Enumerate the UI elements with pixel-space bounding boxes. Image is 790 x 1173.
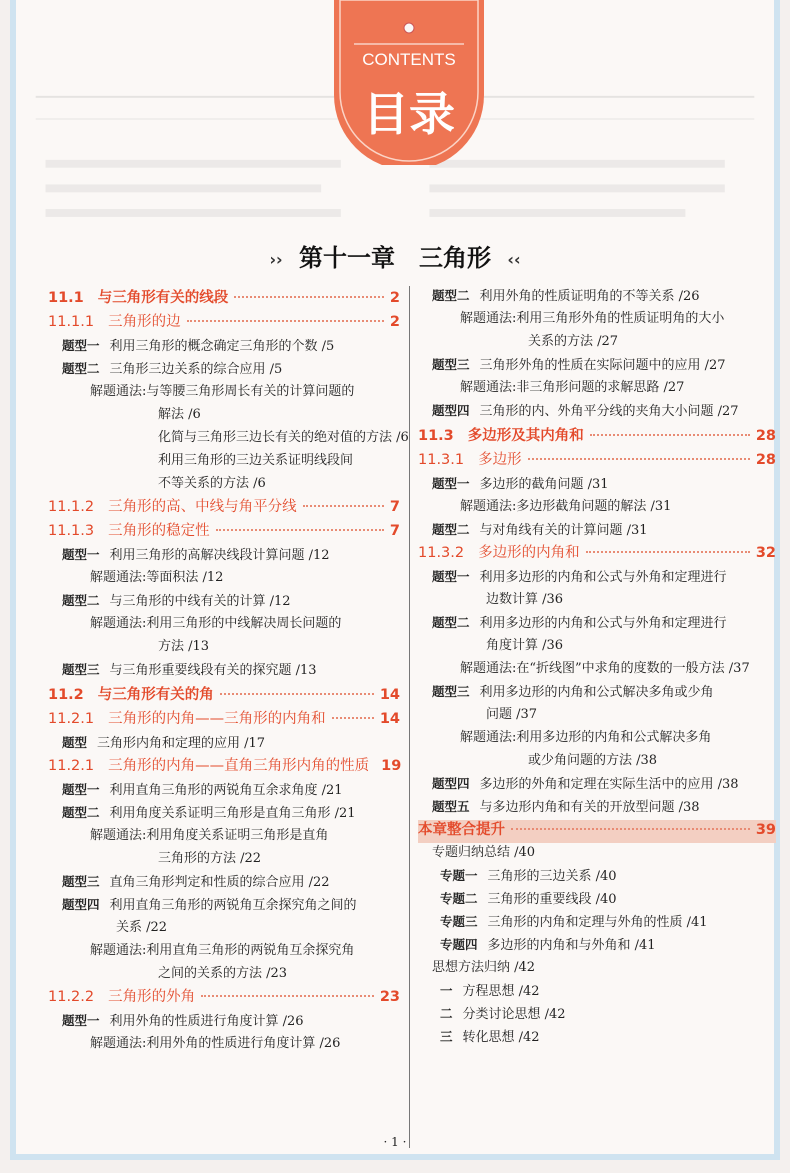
solution-text: 解题通法:在“折线图”中求角的度数的一般方法 /37 [460,661,750,676]
solution-text: 解题通法:利用多边形的内角和公式解决多角 [460,730,712,745]
continuation-text: 关系 /22 [116,920,168,935]
item-keyword: 题型三 [432,684,470,699]
toc-continuation[interactable] [418,332,776,355]
dot-leader [590,434,750,436]
toc-section-entry [48,497,400,521]
toc-section-entry [48,312,400,336]
item-keyword: 题型一 [62,338,100,353]
section-title: 三角形的高、中线与角平分线 [108,499,297,515]
item-keyword: 二 [440,1006,453,1021]
item-text: 与对角线有关的计算问题 /31 [479,523,648,538]
toc-continuation[interactable] [418,705,776,728]
toc-section-row[interactable] [48,312,400,336]
continuation-text: 关系的方法 /27 [528,334,619,349]
item-keyword: 题型五 [432,799,470,814]
toc-summary-band[interactable] [418,820,776,843]
toc-section-row[interactable] [418,426,776,450]
dot-leader [528,458,750,460]
toc-solution[interactable] [418,659,776,682]
item-text: 三角形的内、外角平分线的夹角大小问题 /27 [479,404,739,419]
section-title: 多边形 [478,452,522,468]
toc-continuation[interactable] [48,405,400,428]
section-page: 7 [389,523,400,539]
item-keyword: 题型二 [62,805,100,820]
toc-item[interactable] [48,545,400,568]
toc-section-entry [48,288,400,312]
section-number: 11.2.1 [48,758,95,774]
badge-cn-text: 目录 [363,87,455,141]
section-title: 多边形及其内角和 [467,428,584,444]
item-keyword: 专题三 [440,914,478,929]
toc-section-entry [418,426,776,450]
item-keyword: 题型四 [432,776,470,791]
dot-leader [332,717,374,719]
toc-section-row[interactable] [48,709,400,733]
section-page: 28 [755,452,776,468]
toc-item[interactable] [418,774,776,797]
item-text: 转化思想 /42 [462,1030,540,1045]
item-text: 利用直角三角形的两锐角互余求角度 /21 [109,783,343,798]
toc-continuation[interactable] [48,918,400,941]
item-keyword: 题型四 [62,897,100,912]
toc-item[interactable] [48,591,400,614]
section-number: 11.1.2 [48,499,95,515]
toc-solution[interactable] [418,309,776,332]
dot-leader [234,296,384,298]
toc-section-row[interactable] [48,521,400,545]
section-page: 23 [379,989,400,1005]
section-number: 11.1.3 [48,523,95,539]
toc-solution[interactable] [48,382,400,405]
section-title: 三角形的稳定性 [108,523,210,539]
item-keyword: 题型一 [62,547,100,562]
item-text: 三角形的内角和定理与外角的性质 /41 [487,915,708,930]
item-text: 利用角度关系证明三角形是直角三角形 /21 [109,806,356,821]
section-page: 39 [755,822,776,838]
solution-text: 解题通法:非三角形问题的求解思路 /27 [460,380,685,395]
continuation-text: 方法 /13 [158,639,210,654]
item-text: 利用三角形的高解决线段计算问题 /12 [109,548,330,563]
toc-solution[interactable] [48,614,400,637]
continuation-text: 边数计算 /36 [486,592,564,607]
section-page: 32 [755,545,776,561]
section-title: 与三角形有关的线段 [97,290,229,306]
solution-text: 解题通法:利用三角形外角的性质证明角的大小 [460,311,725,326]
toc-item[interactable] [418,912,776,935]
continuation-text: 角度计算 /36 [486,638,564,653]
item-keyword: 题型一 [432,476,470,491]
solution-text: 解题通法:利用外角的性质进行角度计算 /26 [90,1036,341,1051]
continuation-text: 解法 /6 [158,407,201,422]
section-page: 2 [389,290,400,306]
toc-section-entry [48,709,400,733]
toc-item[interactable] [418,567,776,590]
continuation-text: 之间的关系的方法 /23 [158,966,288,981]
toc-item[interactable] [418,401,776,424]
section-page: 28 [755,428,776,444]
section-title: 三角形的内角——直角三角形内角的性质 [108,758,370,774]
toc-item[interactable] [48,359,400,382]
toc-section-entry [48,521,400,545]
section-page: 19 [381,758,402,774]
item-text: 利用外角的性质进行角度计算 /26 [109,1014,304,1029]
topic-text: 思想方法归纳 /42 [432,960,536,975]
item-text: 利用多边形的内角和公式与外角和定理进行 [479,616,727,631]
toc-continuation[interactable] [418,590,776,613]
toc-item[interactable] [418,286,776,309]
item-keyword: 题型二 [62,593,100,608]
toc-section-entry [418,450,776,474]
toc-solution[interactable] [418,378,776,401]
item-text: 利用直角三角形的两锐角互余探究角之间的 [109,898,357,913]
toc-section-row[interactable] [48,756,400,780]
item-text: 三角形三边关系的综合应用 /5 [109,362,283,377]
toc-item[interactable] [48,895,400,918]
toc-section-row[interactable] [48,685,400,709]
toc-continuation[interactable] [48,474,400,497]
double-chevron-right-icon: ›› [269,249,283,269]
toc-section-entry [418,543,776,567]
item-text: 与三角形的中线有关的计算 /12 [109,594,291,609]
toc-item[interactable] [48,660,400,683]
section-title: 三角形的边 [108,314,181,330]
toc-item[interactable] [418,1004,776,1027]
item-keyword: 题型三 [62,662,100,677]
item-text: 利用多边形的内角和公式与外角和定理进行 [479,570,727,585]
item-text: 分类讨论思想 /42 [462,1007,566,1022]
item-text: 利用外角的性质证明角的不等关系 /26 [479,289,700,304]
dot-leader [201,995,374,997]
toc-section-entry [418,820,776,843]
toc-solution[interactable] [418,497,776,520]
solution-text: 解题通法:利用三角形的中线解决周长问题的 [90,616,342,631]
toc-solution[interactable] [418,728,776,751]
toc-page [10,0,780,1160]
toc-continuation[interactable] [48,428,409,451]
toc-section-row[interactable] [48,288,400,312]
item-keyword: 专题四 [440,937,478,952]
double-chevron-left-icon: ‹‹ [507,249,521,269]
item-keyword: 专题一 [440,868,478,883]
continuation-text: 利用三角形的三边关系证明线段间 [158,453,354,468]
toc-section-row[interactable] [48,497,400,521]
solution-text: 解题通法:多边形截角问题的解法 /31 [460,499,672,514]
solution-text: 解题通法:与等腰三角形周长有关的计算问题的 [90,384,355,399]
chapter-title-text: 第十一章 三角形 [299,244,491,272]
section-number: 11.3.1 [418,452,465,468]
dot-leader [220,693,374,695]
item-keyword: 题型 [62,735,88,750]
toc-right-column [418,286,776,1050]
toc-item[interactable] [418,981,776,1004]
page-number: · 1 · [383,1135,407,1149]
toc-item[interactable] [48,872,400,895]
toc-item[interactable] [418,613,776,636]
toc-continuation[interactable] [48,451,400,474]
contents-badge-icon [334,0,484,165]
item-keyword: 题型二 [62,361,100,376]
item-keyword: 题型一 [432,569,470,584]
continuation-text: 化简与三角形三边长有关的绝对值的方法 /6 [158,430,409,445]
item-text: 方程思想 /42 [462,984,540,999]
dot-leader [303,505,384,507]
section-number: 11.1.1 [48,314,95,330]
toc-item[interactable] [418,935,776,958]
continuation-text: 或少角问题的方法 /38 [528,753,658,768]
section-page: 2 [389,314,400,330]
solution-text: 解题通法:利用角度关系证明三角形是直角 [90,828,329,843]
item-text: 三角形的重要线段 /40 [487,892,617,907]
section-number: 11.3 [418,428,454,444]
item-text: 与三角形重要线段有关的探究题 /13 [109,663,317,678]
chapter-title [16,238,774,273]
item-keyword: 题型二 [432,522,470,537]
dot-leader [511,828,750,830]
item-text: 与多边形内角和有关的开放型问题 /38 [479,800,700,815]
toc-solution[interactable] [48,826,400,849]
badge-en-text: CONTENTS [362,50,456,69]
column-divider [409,286,410,1148]
item-keyword: 题型一 [62,782,100,797]
section-number: 11.3.2 [418,545,465,561]
toc-item[interactable] [418,797,776,820]
continuation-text: 三角形的方法 /22 [158,851,262,866]
toc-section-row[interactable] [48,987,400,1011]
toc-continuation[interactable] [48,964,400,987]
toc-item[interactable] [48,780,400,803]
dot-leader [586,551,750,553]
item-text: 多边形的内角和与外角和 /41 [487,938,656,953]
item-text: 多边形的外角和定理在实际生活中的应用 /38 [479,777,739,792]
section-page: 7 [389,499,400,515]
section-title: 与三角形有关的角 [97,687,214,703]
toc-continuation[interactable] [48,849,400,872]
item-text: 利用三角形的概念确定三角形的个数 /5 [109,339,335,354]
item-text: 三角形内角和定理的应用 /17 [97,736,266,751]
toc-item[interactable] [48,803,400,826]
toc-continuation[interactable] [418,636,776,659]
item-keyword: 一 [440,983,453,998]
toc-section-row[interactable] [418,543,776,567]
item-keyword: 题型一 [62,1013,100,1028]
section-title: 三角形的内角——三角形的内角和 [108,711,326,727]
item-keyword: 题型四 [432,403,470,418]
toc-continuation[interactable] [418,751,776,774]
section-number: 11.2.1 [48,711,95,727]
toc-solution[interactable] [48,1034,400,1057]
item-keyword: 题型三 [62,874,100,889]
solution-text: 解题通法:等面积法 /12 [90,570,224,585]
item-keyword: 题型三 [432,357,470,372]
topic-text: 专题归纳总结 /40 [432,845,536,860]
toc-topic[interactable] [418,843,776,866]
toc-item[interactable] [48,1011,400,1034]
item-text: 三角形的三边关系 /40 [487,869,617,884]
section-number: 11.2 [48,687,84,703]
toc-item[interactable] [418,682,776,705]
section-title: 三角形的外角 [108,989,196,1005]
item-text: 三角形外角的性质在实际问题中的应用 /27 [479,358,726,373]
toc-continuation[interactable] [48,637,400,660]
toc-item[interactable] [418,355,776,378]
item-keyword: 专题二 [440,891,478,906]
solution-text: 解题通法:利用直角三角形的两锐角互余探究角 [90,943,355,958]
continuation-text: 问题 /37 [486,707,538,722]
item-text: 利用多边形的内角和公式解决多角或少角 [479,685,714,700]
dot-leader [216,529,384,531]
dot-leader [187,320,384,322]
toc-item[interactable] [418,866,776,889]
item-text: 多边形的截角问题 /31 [479,477,609,492]
section-page: 14 [379,711,400,727]
item-keyword: 题型二 [432,615,470,630]
toc-section-entry [48,685,400,709]
toc-item[interactable] [418,1027,776,1050]
toc-section-entry [48,756,400,780]
toc-item[interactable] [418,474,776,497]
item-text: 直角三角形判定和性质的综合应用 /22 [109,875,330,890]
continuation-text: 不等关系的方法 /6 [158,476,266,491]
toc-left-column [48,286,409,1057]
toc-item[interactable] [418,889,776,912]
section-number: 11.1 [48,290,84,306]
section-page: 14 [379,687,400,703]
section-number: 11.2.2 [48,989,95,1005]
toc-topic[interactable] [418,958,776,981]
item-keyword: 题型二 [432,288,470,303]
section-title: 本章整合提升 [418,822,505,838]
toc-item[interactable] [48,733,400,756]
item-keyword: 三 [440,1029,453,1044]
toc-solution[interactable] [48,941,400,964]
toc-section-entry [48,987,400,1011]
section-title: 多边形的内角和 [478,545,580,561]
toc-item[interactable] [48,336,400,359]
toc-item[interactable] [418,520,776,543]
toc-section-row[interactable] [418,450,776,474]
toc-solution[interactable] [48,568,400,591]
